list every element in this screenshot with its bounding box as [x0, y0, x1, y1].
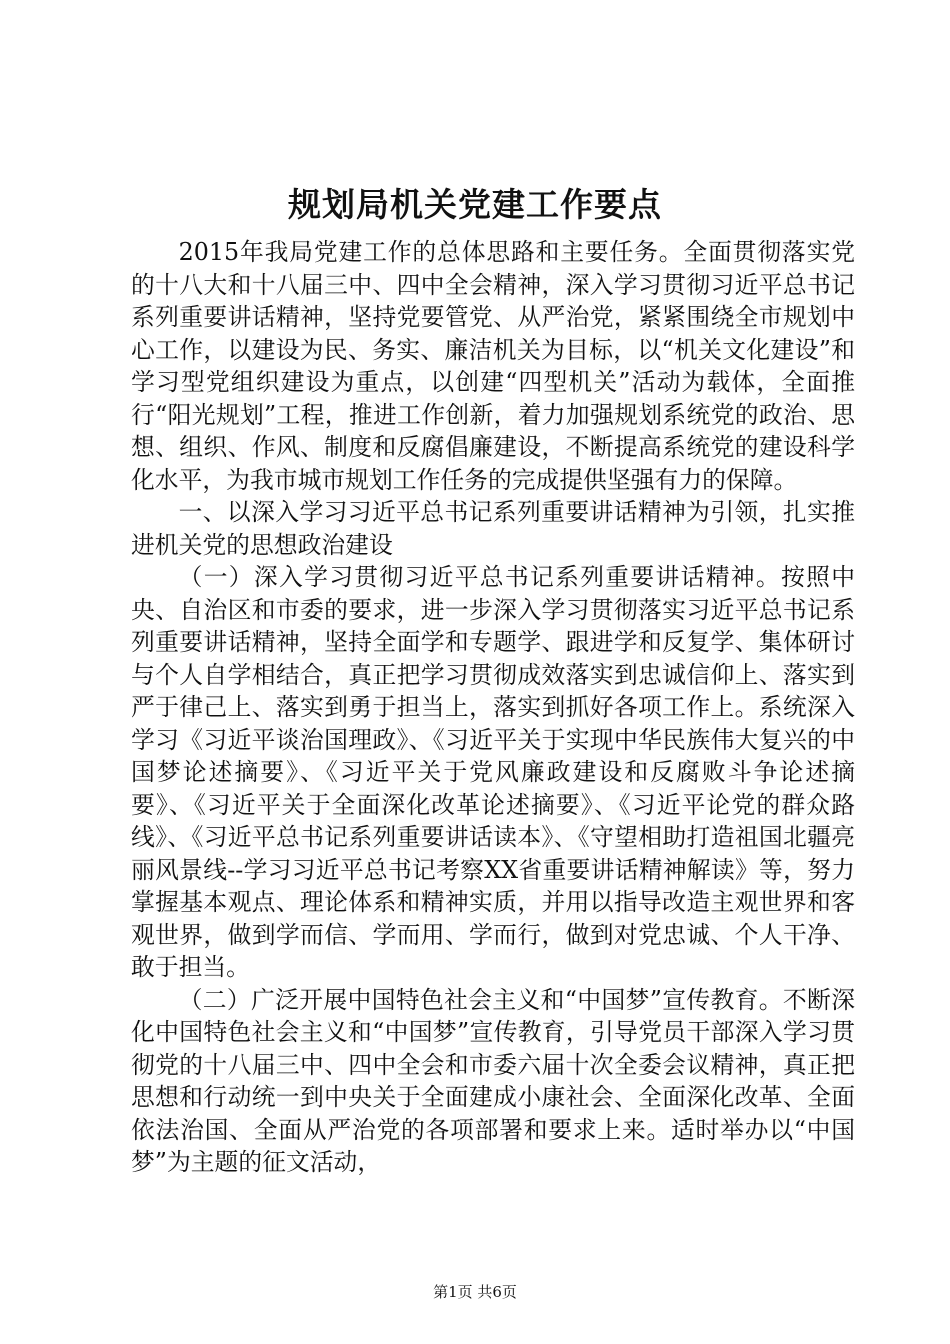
document-body — [131, 236, 855, 1179]
paragraph-subsection-1: （一）深入学习贯彻习近平总书记系列重要讲话精神。按照中央、自治区和市委的要求，进一步深入学习贯彻落实习近平总书记系列重要讲话精神，坚持全面学和专题学、跟进学和反复学、集体研讨与个人自学相结合，真正把学习贯彻成效落实到忠诚信仰上、落实到严于律己上、落实到勇于担当上，落实到抓好各项工作上。系统深入学习《习近平谈治国理政》、《习近平关于实现中华民族伟大复兴的中国梦论述摘要》、《习近平关于党风廉政建设和反腐败斗争论述摘要》、《习近平关于全面深化改革论述摘要》、《习近平论党的群众路线》、《习近平总书记系列重要讲话读本》、《守望相助打造祖国北疆亮丽风景线--学习习近平总书记考察XX省重要讲话精神解读》等，努力掌握基本观点、理论体系和精神实质，并用以指导改造主观世界和客观世界，做到学而信、学而用、学而行，做到对党忠诚、个人干净、敢于担当。 — [131, 563, 855, 981]
page-footer: 第1页 共6页 — [433, 1283, 517, 1301]
paragraph-overview: 2015年我局党建工作的总体思路和主要任务。全面贯彻落实党的十八大和十八届三中、四中全会精神，深入学习贯彻习近平总书记系列重要讲话精神，坚持党要管党、从严治党，紧紧围绕全市规划中心工作，以建设为民、务实、廉洁机关为目标，以“机关文化建设”和学习型党组织建设为重点，以创建“四型机关”活动为载体，全面推行“阳光规划”工程，推进工作创新，着力加强规划系统党的政治、思想、组织、作风、制度和反腐倡廉建设，不断提高系统党的建设科学化水平，为我市城市规划工作任务的完成提供坚强有力的保障。 — [131, 238, 855, 494]
document-title: 规划局机关党建工作要点 — [288, 185, 662, 224]
paragraph-subsection-2: （二）广泛开展中国特色社会主义和“中国梦”宣传教育。不断深化中国特色社会主义和“中国梦”宣传教育，引导党员干部深入学习贯彻党的十八届三中、四中全会和市委六届十次全委会议精神，真正把思想和行动统一到中央关于全面建成小康社会、全面深化改革、全面依法治国、全面从严治党的各项部署和要求上来。适时举办以“中国梦”为主题的征文活动， — [131, 985, 855, 1176]
section-heading-1: 一、以深入学习习近平总书记系列重要讲话精神为引领，扎实推进机关党的思想政治建设 — [131, 498, 855, 559]
